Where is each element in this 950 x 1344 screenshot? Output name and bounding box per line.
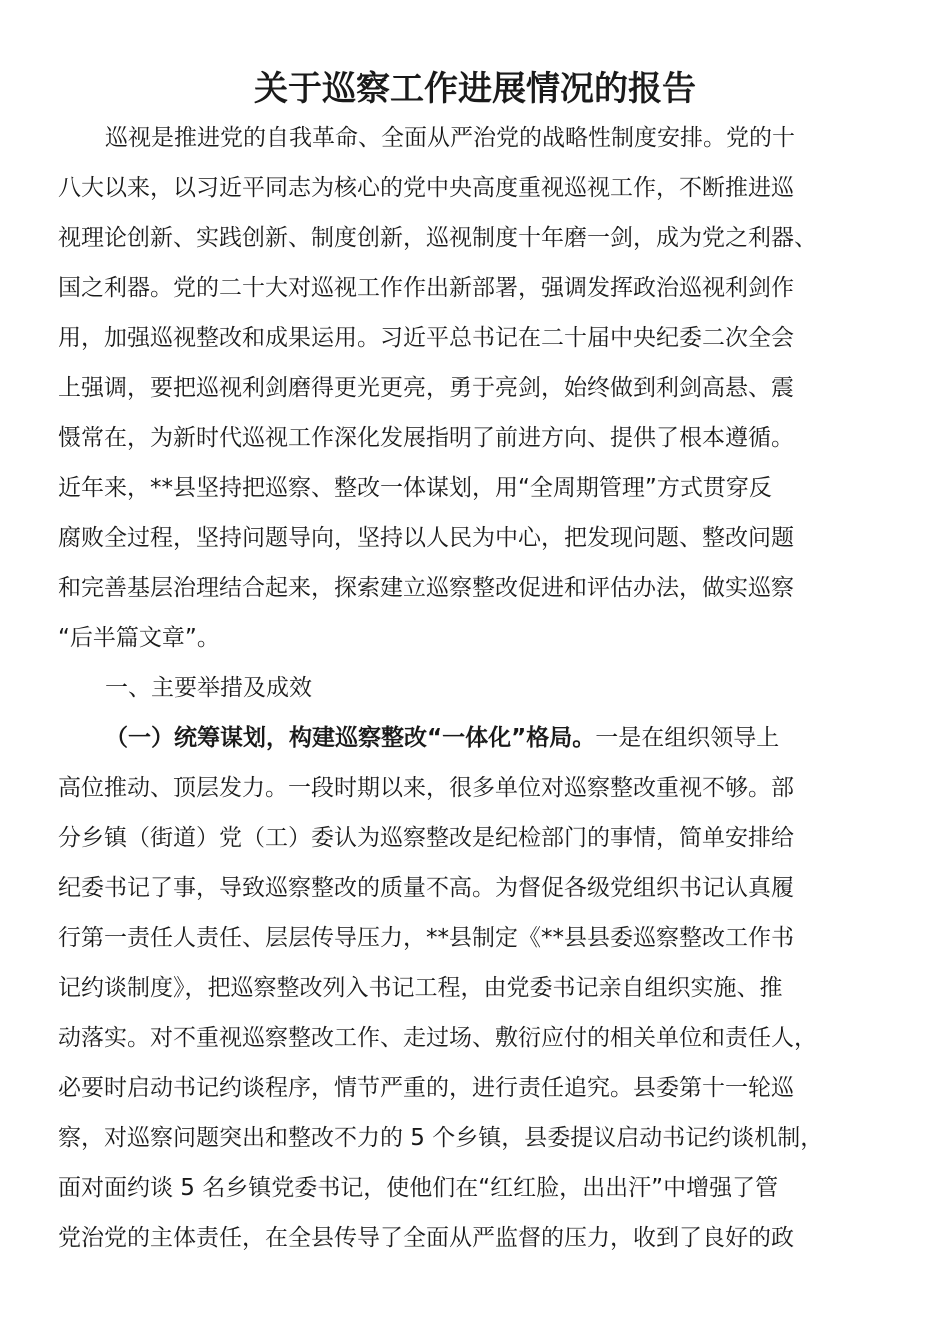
paragraph-line: 动落实。对不重视巡察整改工作、走过场、敷衍应付的相关单位和责任人， (58, 1025, 817, 1051)
subsection-heading: （一）统筹谋划，构建巡察整改“一体化”格局。 (105, 725, 596, 751)
paragraph-line: 视理论创新、实践创新、制度创新，巡视制度十年磨一剑，成为党之利器、 (58, 225, 817, 251)
document-body (58, 113, 894, 1263)
paragraph-line: 国之利器。党的二十大对巡视工作作出新部署，强调发挥政治巡视利剑作 (58, 275, 794, 301)
paragraph-line: 用，加强巡视整改和成果运用。习近平总书记在二十届中央纪委二次全会 (58, 325, 794, 351)
paragraph-line: 记约谈制度》，把巡察整改列入书记工程，由党委书记亲自组织实施、推 (58, 975, 783, 1001)
paragraph-line: 和完善基层治理结合起来，探索建立巡察整改促进和评估办法，做实巡察 (58, 575, 794, 601)
paragraph-line: 上强调，要把巡视利剑磨得更光更亮，勇于亮剑，始终做到利剑高悬、震 (58, 375, 794, 401)
paragraph-line: 面对面约谈 5 名乡镇党委书记，使他们在“红红脸，出出汗”中增强了管 (58, 1175, 779, 1201)
paragraph-line: 纪委书记了事，导致巡察整改的质量不高。为督促各级党组织书记认真履 (58, 875, 794, 901)
subsection-paragraph (58, 713, 894, 1263)
paragraph-line: 慑常在，为新时代巡视工作深化发展指明了前进方向、提供了根本遵循。 (58, 425, 794, 451)
paragraph-line: “后半篇文章”。 (58, 625, 220, 651)
paragraph-line: 巡视是推进党的自我革命、全面从严治党的战略性制度安排。党的十 (105, 125, 795, 151)
paragraph-line: 腐败全过程，坚持问题导向，坚持以人民为中心，把发现问题、整改问题 (58, 525, 794, 551)
section-heading: 一、主要举措及成效 (105, 675, 312, 701)
subsection-first-line-text: 一是在组织领导上 (595, 725, 780, 751)
subsection-first-line (58, 713, 894, 763)
document-title: 关于巡察工作进展情况的报告 (254, 69, 696, 109)
paragraph-line: 高位推动、顶层发力。一段时期以来，很多单位对巡察整改重视不够。部 (58, 775, 794, 801)
intro-paragraph (58, 113, 894, 663)
paragraph-line: 近年来，**县坚持把巡察、整改一体谋划，用“全周期管理”方式贯穿反 (58, 475, 772, 501)
paragraph-line: 行第一责任人责任、层层传导压力，**县制定《**县县委巡察整改工作书 (58, 925, 794, 951)
paragraph-line: 八大以来，以习近平同志为核心的党中央高度重视巡视工作，不断推进巡 (58, 175, 794, 201)
paragraph-line: 必要时启动书记约谈程序，情节严重的，进行责任追究。县委第十一轮巡 (58, 1075, 794, 1101)
paragraph-line: 分乡镇（街道）党（工）委认为巡察整改是纪检部门的事情，简单安排给 (58, 825, 794, 851)
paragraph-line: 党治党的主体责任，在全县传导了全面从严监督的压力，收到了良好的政 (58, 1225, 794, 1251)
paragraph-line: 察，对巡察问题突出和整改不力的 5 个乡镇，县委提议启动书记约谈机制， (58, 1125, 824, 1151)
